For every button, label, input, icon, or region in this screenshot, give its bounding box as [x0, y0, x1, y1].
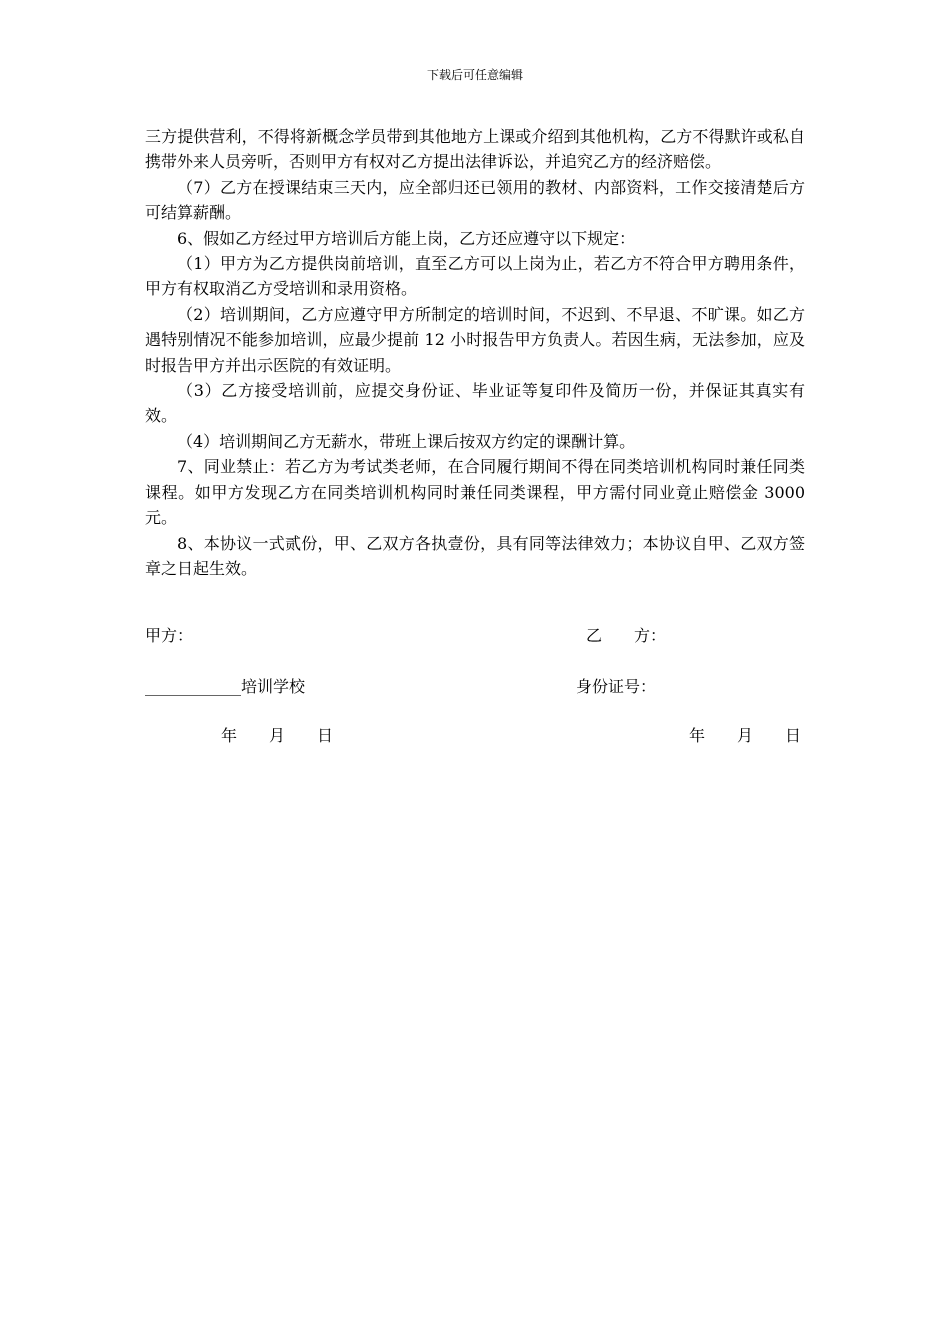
party-a-label: 甲方： — [145, 626, 194, 645]
paragraph: 8、本协议一式贰份，甲、乙双方各执壹份，具有同等法律效力；本协议自甲、乙双方签章之日起生效。 — [145, 533, 805, 578]
paragraph: （7）乙方在授课结束三天内，应全部归还已领用的教材、内部资料，工作交接清楚后方可结算薪酬。 — [145, 177, 805, 223]
paragraph: （4）培训期间乙方无薪水，带班上课后按双方约定的课酬计算。 — [177, 431, 636, 451]
id-number-label: 身份证号： — [576, 677, 657, 696]
paragraph: 三方提供营利，不得将新概念学员带到其他地方上课或介绍到其他机构，乙方不得默许或私自携带外来人员旁听，否则甲方有权对乙方提出法律诉讼，并追究乙方的经济赔偿。 — [145, 127, 805, 172]
paragraph: （1）甲方为乙方提供岗前培训，直至乙方可以上岗为止，若乙方不符合甲方聘用条件，甲方有权取消乙方受培训和录用资格。 — [145, 254, 805, 299]
school-name-line: ____________培训学校 — [145, 677, 306, 696]
page-header: 下载后可任意编辑 — [426, 68, 523, 82]
contract-body — [145, 124, 805, 581]
party-b-label: 乙 方： — [586, 626, 667, 645]
paragraph: （2）培训期间，乙方应遵守甲方所制定的培训时间，不迟到、不早退、不旷课。如乙方遇特别情况不能参加培训，应最少提前 12 小时报告甲方负责人。若因生病，无法参加，应及时报告甲方并出示医院的有效证明。 — [145, 304, 805, 375]
paragraph: 7、同业禁止：若乙方为考试类老师，在合同履行期间不得在同类培训机构同时兼任同类课程。如甲方发现乙方在同类培训机构同时兼任同类课程，甲方需付同业竟止赔偿金 3000 元。 — [145, 457, 805, 528]
party-b-date: 年 月 日 — [689, 726, 802, 745]
paragraph: （3）乙方接受培训前，应提交身份证、毕业证等复印件及简历一份，并保证其真实有效。 — [145, 381, 805, 426]
party-a-date: 年 月 日 — [221, 726, 334, 745]
paragraph: 6、假如乙方经过甲方培训后方能上岗，乙方还应遵守以下规定： — [177, 228, 636, 248]
